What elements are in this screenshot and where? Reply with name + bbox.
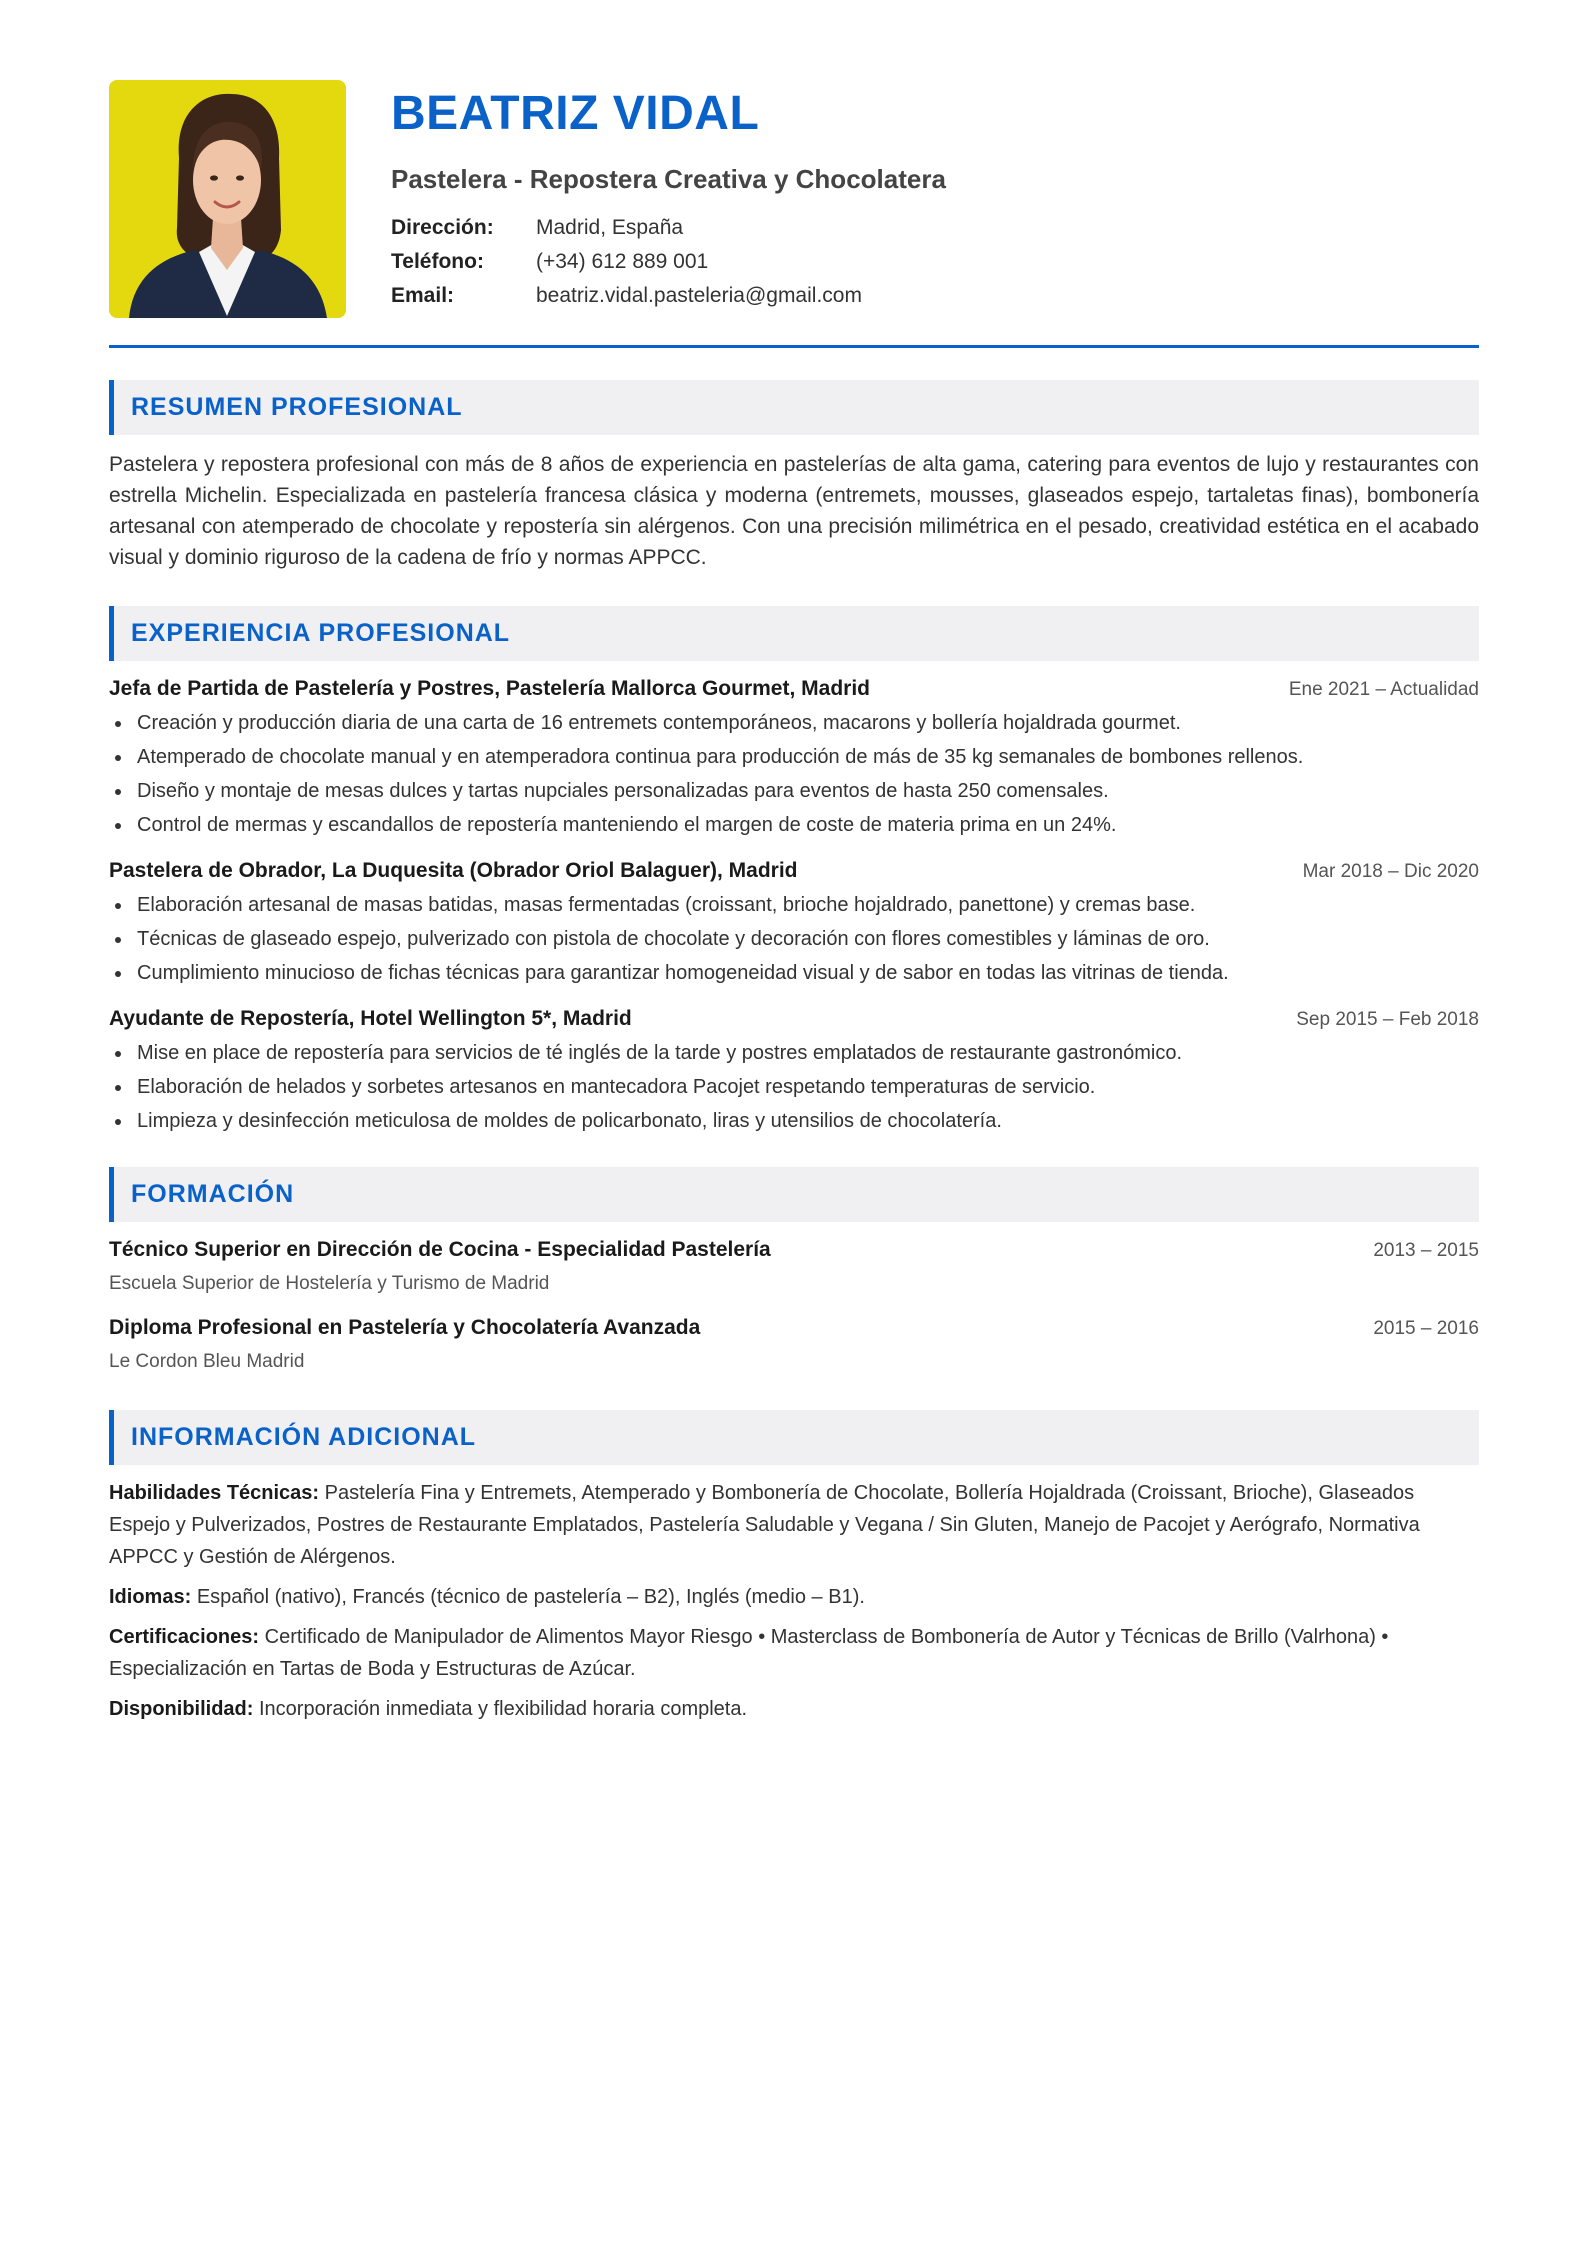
education-date: 2013 – 2015 xyxy=(1373,1240,1479,1261)
education-entry xyxy=(109,1313,1479,1377)
job-date: Mar 2018 – Dic 2020 xyxy=(1302,861,1479,882)
job-bullet: Atemperado de chocolate manual y en atemperadora continua para producción de más de 35 kg semanales de bombones rellenos. xyxy=(109,740,1479,774)
job-title: Pastelera de Obrador, La Duquesita (Obrador Oriol Balaguer), Madrid xyxy=(109,859,798,882)
contact-phone: (+34) 612 889 001 xyxy=(536,250,709,274)
additional-label: Habilidades Técnicas: xyxy=(109,1482,320,1504)
contact-row-phone xyxy=(391,245,946,279)
additional-item-certifications xyxy=(109,1621,1479,1685)
job-bullet: Elaboración artesanal de masas batidas, masas fermentadas (croissant, brioche hojaldrado, panettone) y cremas base. xyxy=(109,888,1479,922)
education-school: Le Cordon Bleu Madrid xyxy=(109,1351,305,1372)
additional-text: Pastelería Fina y Entremets, Atemperado y Bombonería de Chocolate, Bollería Hojaldrada (Croissant, Brioche), Glaseados Espejo y Pulverizados, Postres de Restaurante Emplatados, Pastelería Saludable y Vegana / Sin Gluten, Manejo de Pacojet y Aerógrafo, Normativa APPCC y Gestión de Alérgenos. xyxy=(109,1482,1420,1568)
job-entry xyxy=(109,674,1479,842)
header-info xyxy=(391,80,946,313)
job-bullet: Diseño y montaje de mesas dulces y tartas nupciales personalizadas para eventos de hasta 250 comensales. xyxy=(109,774,1479,808)
additional-text: Español (nativo), Francés (técnico de pastelería – B2), Inglés (medio – B1). xyxy=(196,1586,865,1608)
portrait-illustration xyxy=(109,80,346,318)
education-entry xyxy=(109,1235,1479,1299)
contact-email[interactable]: beatriz.vidal.pasteleria@gmail.com xyxy=(536,284,862,308)
header-divider xyxy=(109,345,1479,348)
job-header xyxy=(109,674,1479,704)
candidate-title: Pastelera - Repostera Creativa y Chocolatera xyxy=(391,164,946,194)
section-heading-adicional: INFORMACIÓN ADICIONAL xyxy=(109,1410,1479,1465)
contact-list xyxy=(391,211,946,313)
education-date: 2015 – 2016 xyxy=(1373,1318,1479,1339)
section-heading-resumen: RESUMEN PROFESIONAL xyxy=(109,380,1479,435)
summary-text: Pastelera y repostera profesional con más de 8 años de experiencia en pastelerías de alta gama, catering para eventos de lujo y restaurantes con estrella Michelin. Especializada en pastelería francesa clásica y moderna (entremets, mousses, glaseados espejo, tartaletas finas), bombonería artesanal con atemperado de chocolate y repostería sin alérgenos. Con una precisión milimétrica en el pesado, creatividad estética en el acabado visual y dominio riguroso de la cadena de frío y normas APPCC. xyxy=(109,453,1479,569)
job-entry xyxy=(109,856,1479,990)
job-date: Ene 2021 – Actualidad xyxy=(1288,679,1479,700)
education-header xyxy=(109,1313,1479,1343)
education-school: Escuela Superior de Hostelería y Turismo de Madrid xyxy=(109,1273,550,1294)
additional-item-availability xyxy=(109,1693,1479,1725)
contact-label: Email: xyxy=(391,284,455,308)
job-bullet: Control de mermas y escandallos de repostería manteniendo el margen de coste de materia prima en un 24%. xyxy=(109,808,1479,842)
additional-item-languages xyxy=(109,1581,1479,1613)
resume-header xyxy=(109,80,1479,318)
additional-label: Disponibilidad: xyxy=(109,1698,254,1720)
job-bullet: Técnicas de glaseado espejo, pulverizado con pistola de chocolate y decoración con flores comestibles y láminas de oro. xyxy=(109,922,1479,956)
contact-row-address xyxy=(391,211,946,245)
job-title: Jefa de Partida de Pastelería y Postres, Pastelería Mallorca Gourmet, Madrid xyxy=(109,677,870,700)
job-bullet: Mise en place de repostería para servicios de té inglés de la tarde y postres emplatados de restaurante gastronómico. xyxy=(109,1036,1479,1070)
education-header xyxy=(109,1235,1479,1265)
contact-label: Dirección: xyxy=(391,216,494,240)
job-bullets xyxy=(109,1036,1479,1138)
additional-text: Certificado de Manipulador de Alimentos Mayor Riesgo • Masterclass de Bombonería de Autor y Técnicas de Brillo (Valrhona) • Especialización en Tartas de Boda y Estructuras de Azúcar. xyxy=(109,1626,1389,1680)
section-heading-formacion: FORMACIÓN xyxy=(109,1167,1479,1222)
job-title: Ayudante de Repostería, Hotel Wellington 5*, Madrid xyxy=(109,1007,632,1030)
job-entry xyxy=(109,1004,1479,1138)
additional-info xyxy=(109,1477,1479,1725)
job-header xyxy=(109,1004,1479,1034)
job-bullet: Creación y producción diaria de una carta de 16 entremets contemporáneos, macarons y bollería hojaldrada gourmet. xyxy=(109,706,1479,740)
contact-row-email xyxy=(391,279,946,313)
job-bullets xyxy=(109,706,1479,842)
job-bullet: Cumplimiento minucioso de fichas técnicas para garantizar homogeneidad visual y de sabor en todas las vitrinas de tienda. xyxy=(109,956,1479,990)
contact-label: Teléfono: xyxy=(391,250,484,274)
profile-photo xyxy=(109,80,346,318)
section-heading-experiencia: EXPERIENCIA PROFESIONAL xyxy=(109,606,1479,661)
education-title: Técnico Superior en Dirección de Cocina - Especialidad Pastelería xyxy=(109,1238,771,1261)
job-bullet: Limpieza y desinfección meticulosa de moldes de policarbonato, liras y utensilios de chocolatería. xyxy=(109,1104,1479,1138)
job-header xyxy=(109,856,1479,886)
job-date: Sep 2015 – Feb 2018 xyxy=(1296,1009,1479,1030)
additional-label: Certificaciones: xyxy=(109,1626,260,1648)
additional-label: Idiomas: xyxy=(109,1586,192,1608)
job-bullets xyxy=(109,888,1479,990)
job-bullet: Elaboración de helados y sorbetes artesanos en mantecadora Pacojet respetando temperaturas de servicio. xyxy=(109,1070,1479,1104)
education-title: Diploma Profesional en Pastelería y Chocolatería Avanzada xyxy=(109,1316,701,1339)
additional-text: Incorporación inmediata y flexibilidad horaria completa. xyxy=(259,1698,748,1720)
candidate-name: BEATRIZ VIDAL xyxy=(391,87,760,140)
additional-item-skills xyxy=(109,1477,1479,1573)
contact-address: Madrid, España xyxy=(536,216,684,240)
